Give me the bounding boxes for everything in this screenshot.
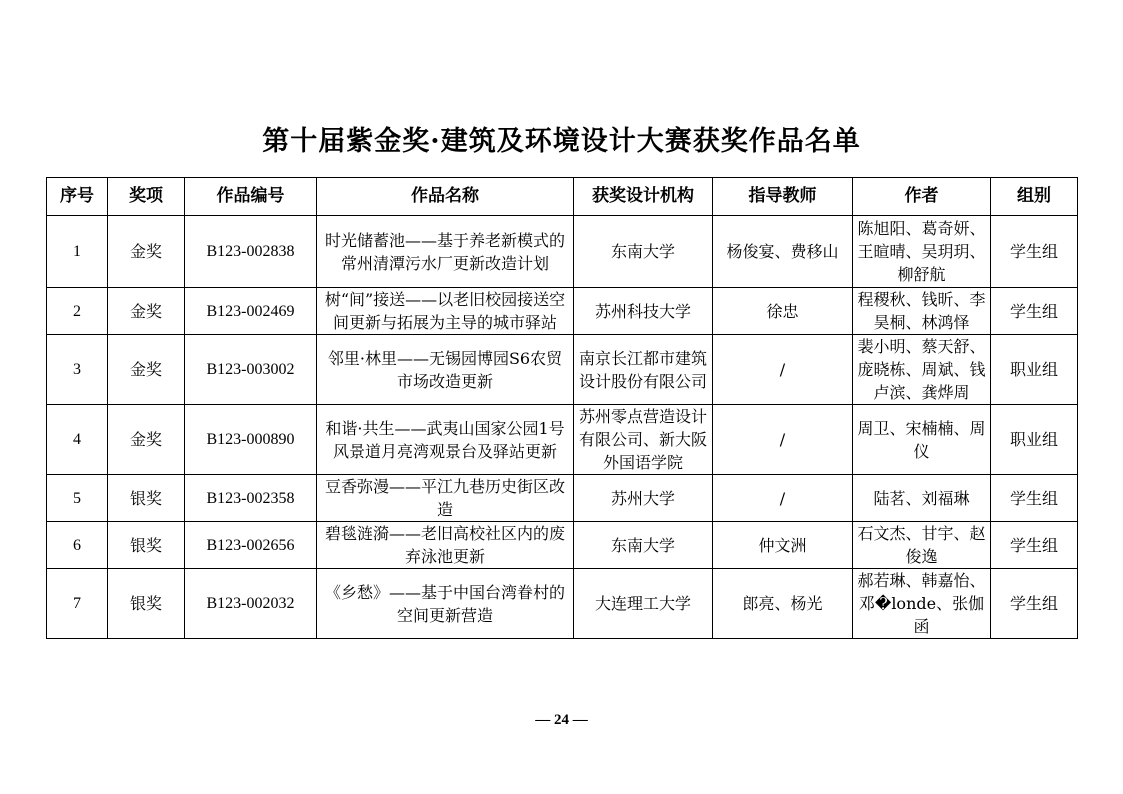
- cell-name: 树“间”接送——以老旧校园接送空间更新与拓展为主导的城市驿站: [317, 288, 574, 335]
- cell-group: 学生组: [991, 216, 1078, 288]
- cell-authors: 程稷秋、钱昕、李昊桐、林鸿怿: [853, 288, 991, 335]
- cell-group: 学生组: [991, 288, 1078, 335]
- awards-table: [46, 177, 1078, 639]
- cell-authors: 周卫、宋楠楠、周仪: [853, 405, 991, 475]
- cell-code: B123-002469: [185, 288, 317, 335]
- table-row: [47, 216, 1078, 288]
- cell-code: B123-000890: [185, 405, 317, 475]
- table-row: [47, 475, 1078, 522]
- cell-code: B123-002358: [185, 475, 317, 522]
- table-header-row: [47, 178, 1078, 216]
- cell-authors: 裴小明、蔡天舒、庞晓栋、周斌、钱卢滨、龚烨周: [853, 335, 991, 405]
- cell-institution: 大连理工大学: [574, 569, 713, 639]
- table-row: [47, 335, 1078, 405]
- cell-group: 学生组: [991, 569, 1078, 639]
- cell-award: 银奖: [108, 522, 185, 569]
- cell-advisor: /: [713, 475, 853, 522]
- cell-advisor: 郎亮、杨光: [713, 569, 853, 639]
- cell-name: 和谐·共生——武夷山国家公园1号风景道月亮湾观景台及驿站更新: [317, 405, 574, 475]
- cell-institution: 南京长江都市建筑设计股份有限公司: [574, 335, 713, 405]
- cell-name: 邻里·林里——无锡园博园S6农贸市场改造更新: [317, 335, 574, 405]
- cell-award: 金奖: [108, 288, 185, 335]
- cell-name: 豆香弥漫——平江九巷历史街区改造: [317, 475, 574, 522]
- header-authors: 作者: [853, 178, 991, 216]
- cell-group: 学生组: [991, 475, 1078, 522]
- cell-institution: 东南大学: [574, 216, 713, 288]
- cell-seq: 2: [47, 288, 108, 335]
- table-row: [47, 288, 1078, 335]
- cell-award: 金奖: [108, 216, 185, 288]
- cell-authors: 郝若琳、韩嘉怡、邓�londe、张伽函: [853, 569, 991, 639]
- header-advisor: 指导教师: [713, 178, 853, 216]
- cell-seq: 7: [47, 569, 108, 639]
- cell-name: 碧毯涟漪——老旧高校社区内的废弃泳池更新: [317, 522, 574, 569]
- cell-seq: 1: [47, 216, 108, 288]
- cell-group: 职业组: [991, 405, 1078, 475]
- cell-advisor: 杨俊宴、费移山: [713, 216, 853, 288]
- header-institution: 获奖设计机构: [574, 178, 713, 216]
- cell-advisor: /: [713, 405, 853, 475]
- cell-advisor: 仲文洲: [713, 522, 853, 569]
- table-row: [47, 405, 1078, 475]
- cell-institution: 东南大学: [574, 522, 713, 569]
- cell-authors: 陆茗、刘福琳: [853, 475, 991, 522]
- cell-institution: 苏州科技大学: [574, 288, 713, 335]
- table-row: [47, 522, 1078, 569]
- cell-award: 金奖: [108, 335, 185, 405]
- header-name: 作品名称: [317, 178, 574, 216]
- cell-authors: 陈旭阳、葛奇妍、王暄晴、吴玥玥、柳舒航: [853, 216, 991, 288]
- header-seq: 序号: [47, 178, 108, 216]
- page-number: — 24 —: [535, 712, 588, 728]
- cell-seq: 3: [47, 335, 108, 405]
- cell-name: 时光储蓄池——基于养老新模式的常州清潭污水厂更新改造计划: [317, 216, 574, 288]
- header-code: 作品编号: [185, 178, 317, 216]
- cell-seq: 4: [47, 405, 108, 475]
- cell-award: 银奖: [108, 475, 185, 522]
- cell-seq: 5: [47, 475, 108, 522]
- cell-group: 学生组: [991, 522, 1078, 569]
- cell-advisor: /: [713, 335, 853, 405]
- cell-name: 《乡愁》——基于中国台湾眷村的空间更新营造: [317, 569, 574, 639]
- cell-award: 金奖: [108, 405, 185, 475]
- cell-code: B123-002656: [185, 522, 317, 569]
- table-row: [47, 569, 1078, 639]
- page-title: 第十届紫金奖·建筑及环境设计大赛获奖作品名单: [262, 126, 861, 157]
- cell-code: B123-002032: [185, 569, 317, 639]
- header-group: 组别: [991, 178, 1078, 216]
- header-award: 奖项: [108, 178, 185, 216]
- cell-authors: 石文杰、甘宇、赵俊逸: [853, 522, 991, 569]
- cell-award: 银奖: [108, 569, 185, 639]
- cell-institution: 苏州大学: [574, 475, 713, 522]
- cell-group: 职业组: [991, 335, 1078, 405]
- cell-code: B123-003002: [185, 335, 317, 405]
- cell-seq: 6: [47, 522, 108, 569]
- cell-advisor: 徐忠: [713, 288, 853, 335]
- cell-code: B123-002838: [185, 216, 317, 288]
- cell-institution: 苏州零点营造设计有限公司、新大阪外国语学院: [574, 405, 713, 475]
